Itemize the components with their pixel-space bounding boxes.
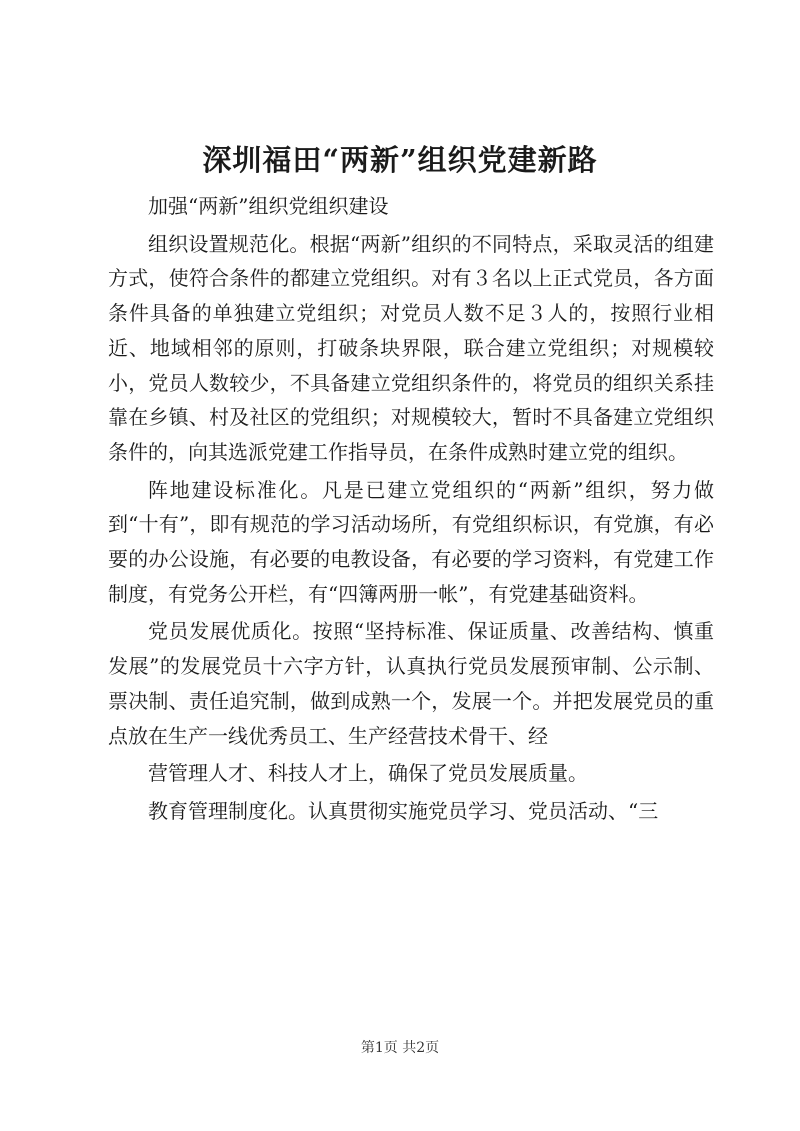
section-heading: 加强“两新”组织党组织建设 [148, 194, 389, 218]
paragraph-organization-setup: 组织设置规范化。根据“两新”组织的不同特点，采取灵活的组建方式，使符合条件的都建立党组织。对有３名以上正式党员，各方面条件具备的单独建立党组织；对党员人数不足３人的，按照行业相近、地域相邻的原则，打破条块界限，联合建立党组织；对规模较小，党员人数较少，不具备建立党组织条件的，将党员的组织关系挂靠在乡镇、村及社区的党组织；对规模较大，暂时不具备建立党组织条件的，向其选派党建工作指导员，在条件成熟时建立党的组织。 [108, 231, 714, 464]
document-title: 深圳福田“两新”组织党建新路 [202, 143, 598, 177]
paragraph-position-building: 阵地建设标准化。凡是已建立党组织的“两新”组织，努力做到“十有”，即有规范的学习活动场所，有党组织标识，有党旗，有必要的办公设施，有必要的电教设备，有必要的学习资料，有党建工作制度，有党务公开栏，有“四簿两册一帐”，有党建基础资料。 [108, 477, 714, 606]
paragraph-education-management: 教育管理制度化。认真贯彻实施党员学习、党员活动、“三 [148, 798, 659, 823]
page-number-footer: 第1页 共2页 [360, 1040, 440, 1056]
paragraph-member-development-continued: 营管理人才、科技人才上，确保了党员发展质量。 [148, 761, 588, 786]
paragraph-member-development: 党员发展优质化。按照“坚持标准、保证质量、改善结构、慎重发展”的发展党员十六字方针，认真执行党员发展预审制、公示制、票决制、责任追究制，做到成熟一个，发展一个。并把发展党员的重点放在生产一线优秀员工、生产经营技术骨干、经 [108, 619, 714, 748]
document-body [108, 189, 714, 829]
